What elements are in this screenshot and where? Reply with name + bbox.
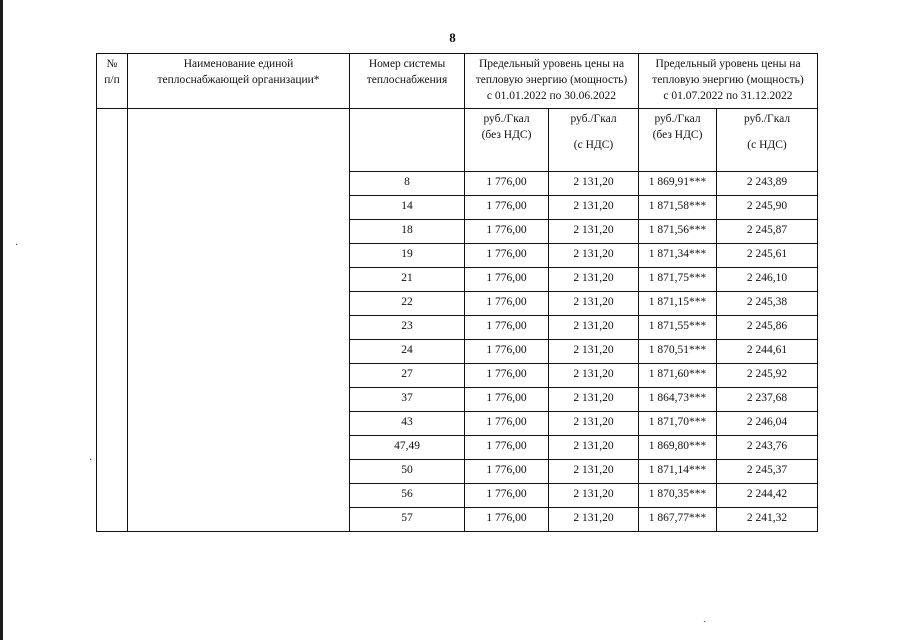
- p2-price-vat-cell: 2 246,04: [717, 412, 818, 436]
- p1-price-no-vat-cell: 1 776,00: [465, 172, 549, 196]
- table-row: [97, 244, 818, 268]
- system-number-cell: 23: [350, 316, 465, 340]
- blank-cell: [97, 364, 128, 388]
- p1-price-no-vat-cell: 1 776,00: [465, 220, 549, 244]
- table-row: [97, 460, 818, 484]
- scan-speck: ·: [89, 455, 93, 466]
- p1-price-vat-cell: 2 131,20: [549, 220, 639, 244]
- blank-cell: [97, 172, 128, 196]
- p1-price-vat-cell: 2 131,20: [549, 196, 639, 220]
- p2-price-no-vat-cell: 1 871,60***: [639, 364, 717, 388]
- table-row: [97, 388, 818, 412]
- p1-price-vat-cell: 2 131,20: [549, 364, 639, 388]
- p1-price-vat-cell: 2 131,20: [549, 436, 639, 460]
- subheader-p2-no-vat-text: руб./Гкал (без НДС): [652, 113, 703, 141]
- blank-cell: [97, 340, 128, 364]
- blank-cell: [128, 172, 350, 196]
- blank-cell: [97, 388, 128, 412]
- p2-price-vat-cell: 2 243,76: [717, 436, 818, 460]
- blank-cell: [128, 436, 350, 460]
- p2-price-no-vat-cell: 1 870,51***: [639, 340, 717, 364]
- blank-cell: [128, 460, 350, 484]
- p2-price-vat-cell: 2 245,92: [717, 364, 818, 388]
- header-num: [97, 54, 128, 109]
- blank-cell: [128, 508, 350, 532]
- p1-price-no-vat-cell: 1 776,00: [465, 340, 549, 364]
- blank-cell: [128, 388, 350, 412]
- p2-price-vat-cell: 2 237,68: [717, 388, 818, 412]
- p2-price-no-vat-cell: 1 869,91***: [639, 172, 717, 196]
- p1-price-vat-cell: 2 131,20: [549, 484, 639, 508]
- p2-price-vat-cell: 2 245,61: [717, 244, 818, 268]
- p2-price-vat-cell: 2 244,42: [717, 484, 818, 508]
- blank-cell: [97, 244, 128, 268]
- blank-cell: [128, 316, 350, 340]
- p2-price-no-vat-cell: 1 864,73***: [639, 388, 717, 412]
- system-number-cell: 8: [350, 172, 465, 196]
- blank-cell: [128, 412, 350, 436]
- header-org-name: [128, 54, 350, 109]
- p1-price-vat-cell: 2 131,20: [549, 460, 639, 484]
- blank-cell: [97, 268, 128, 292]
- p1-price-no-vat-cell: 1 776,00: [465, 460, 549, 484]
- p1-price-vat-cell: 2 131,20: [549, 340, 639, 364]
- scan-speck: ·: [15, 240, 19, 251]
- p1-price-no-vat-cell: 1 776,00: [465, 412, 549, 436]
- table-row: [97, 412, 818, 436]
- subheader-p1-vat: [549, 109, 639, 172]
- p1-price-vat-cell: 2 131,20: [549, 508, 639, 532]
- subheader-p2-vat: [717, 109, 818, 172]
- header-period-2: [639, 54, 818, 109]
- blank-cell: [97, 316, 128, 340]
- blank-cell: [128, 196, 350, 220]
- p2-price-vat-cell: 2 245,90: [717, 196, 818, 220]
- table-row: [97, 484, 818, 508]
- table-row: [97, 316, 818, 340]
- system-number-cell: 24: [350, 340, 465, 364]
- p2-price-no-vat-cell: 1 867,77***: [639, 508, 717, 532]
- system-number-cell: 14: [350, 196, 465, 220]
- blank-cell: [128, 220, 350, 244]
- table-row: [97, 172, 818, 196]
- header-system-number-text: Номер системы теплоснабжения: [366, 58, 448, 86]
- system-number-cell: 37: [350, 388, 465, 412]
- p2-price-no-vat-cell: 1 871,34***: [639, 244, 717, 268]
- p2-price-vat-cell: 2 245,86: [717, 316, 818, 340]
- subheader-p1-vat-line1: руб./Гкал: [570, 113, 617, 125]
- blank-cell: [97, 196, 128, 220]
- blank-cell: [97, 412, 128, 436]
- p1-price-no-vat-cell: 1 776,00: [465, 316, 549, 340]
- p1-price-vat-cell: 2 131,20: [549, 172, 639, 196]
- subheader-p1-no-vat: [465, 109, 549, 172]
- blank-cell: [97, 292, 128, 316]
- p2-price-vat-cell: 2 245,38: [717, 292, 818, 316]
- page-number: 8: [449, 30, 456, 45]
- header-period-1-text: Предельный уровень цены на тепловую энергию (мощность) с 01.01.2022 по 30.06.2022: [475, 58, 628, 102]
- blank-cell: [97, 109, 128, 172]
- table-row: [97, 292, 818, 316]
- table-subheader-row: [97, 109, 818, 172]
- p1-price-no-vat-cell: 1 776,00: [465, 508, 549, 532]
- blank-cell: [97, 460, 128, 484]
- p2-price-no-vat-cell: 1 871,15***: [639, 292, 717, 316]
- p1-price-vat-cell: 2 131,20: [549, 412, 639, 436]
- blank-cell: [97, 484, 128, 508]
- blank-cell: [128, 484, 350, 508]
- blank-cell: [350, 109, 465, 172]
- p2-price-vat-cell: 2 245,37: [717, 460, 818, 484]
- system-number-cell: 47,49: [350, 436, 465, 460]
- table-row: [97, 268, 818, 292]
- table-row: [97, 508, 818, 532]
- header-period-1: [465, 54, 639, 109]
- scan-speck: ˏ: [703, 612, 707, 623]
- p2-price-no-vat-cell: 1 871,55***: [639, 316, 717, 340]
- system-number-cell: 18: [350, 220, 465, 244]
- header-num-text: № п/п: [104, 58, 120, 86]
- p1-price-vat-cell: 2 131,20: [549, 268, 639, 292]
- p1-price-no-vat-cell: 1 776,00: [465, 292, 549, 316]
- table-row: [97, 436, 818, 460]
- p2-price-vat-cell: 2 243,89: [717, 172, 818, 196]
- p1-price-no-vat-cell: 1 776,00: [465, 268, 549, 292]
- p2-price-vat-cell: 2 244,61: [717, 340, 818, 364]
- p1-price-no-vat-cell: 1 776,00: [465, 436, 549, 460]
- system-number-cell: 56: [350, 484, 465, 508]
- blank-cell: [128, 109, 350, 172]
- system-number-cell: 19: [350, 244, 465, 268]
- p2-price-no-vat-cell: 1 871,58***: [639, 196, 717, 220]
- tariff-table: [96, 53, 818, 532]
- blank-cell: [97, 508, 128, 532]
- blank-cell: [128, 268, 350, 292]
- p1-price-no-vat-cell: 1 776,00: [465, 196, 549, 220]
- system-number-cell: 21: [350, 268, 465, 292]
- table-row: [97, 196, 818, 220]
- p2-price-no-vat-cell: 1 870,35***: [639, 484, 717, 508]
- p1-price-no-vat-cell: 1 776,00: [465, 244, 549, 268]
- p2-price-vat-cell: 2 245,87: [717, 220, 818, 244]
- scan-left-edge: [0, 0, 3, 640]
- table-row: [97, 220, 818, 244]
- blank-cell: [97, 220, 128, 244]
- subheader-p2-vat-line1: руб./Гкал: [743, 113, 791, 125]
- subheader-p2-no-vat: [639, 109, 717, 172]
- system-number-cell: 22: [350, 292, 465, 316]
- blank-cell: [97, 436, 128, 460]
- system-number-cell: 50: [350, 460, 465, 484]
- p2-price-vat-cell: 2 246,10: [717, 268, 818, 292]
- system-number-cell: 43: [350, 412, 465, 436]
- blank-cell: [128, 340, 350, 364]
- blank-cell: [128, 244, 350, 268]
- table-row: [97, 364, 818, 388]
- system-number-cell: 57: [350, 508, 465, 532]
- p1-price-no-vat-cell: 1 776,00: [465, 364, 549, 388]
- p2-price-vat-cell: 2 241,32: [717, 508, 818, 532]
- header-org-name-text: Наименование единой теплоснабжающей организации*: [157, 58, 320, 86]
- system-number-cell: 27: [350, 364, 465, 388]
- p1-price-no-vat-cell: 1 776,00: [465, 388, 549, 412]
- blank-cell: [128, 364, 350, 388]
- p2-price-no-vat-cell: 1 869,80***: [639, 436, 717, 460]
- subheader-p1-no-vat-text: руб./Гкал (без НДС): [481, 113, 532, 141]
- p1-price-vat-cell: 2 131,20: [549, 292, 639, 316]
- p1-price-vat-cell: 2 131,20: [549, 244, 639, 268]
- header-period-2-text: Предельный уровень цены на тепловую энергию (мощность) с 01.07.2022 по 31.12.2022: [652, 58, 804, 102]
- p2-price-no-vat-cell: 1 871,56***: [639, 220, 717, 244]
- p2-price-no-vat-cell: 1 871,14***: [639, 460, 717, 484]
- p2-price-no-vat-cell: 1 871,70***: [639, 412, 717, 436]
- p1-price-no-vat-cell: 1 776,00: [465, 484, 549, 508]
- header-system-number: [350, 54, 465, 109]
- table-header-row: [97, 54, 818, 109]
- p1-price-vat-cell: 2 131,20: [549, 388, 639, 412]
- table-row: [97, 340, 818, 364]
- p1-price-vat-cell: 2 131,20: [549, 316, 639, 340]
- p2-price-no-vat-cell: 1 871,75***: [639, 268, 717, 292]
- subheader-p1-vat-line2: (с НДС): [573, 139, 614, 151]
- subheader-p2-vat-line2: (с НДС): [747, 139, 787, 151]
- blank-cell: [128, 292, 350, 316]
